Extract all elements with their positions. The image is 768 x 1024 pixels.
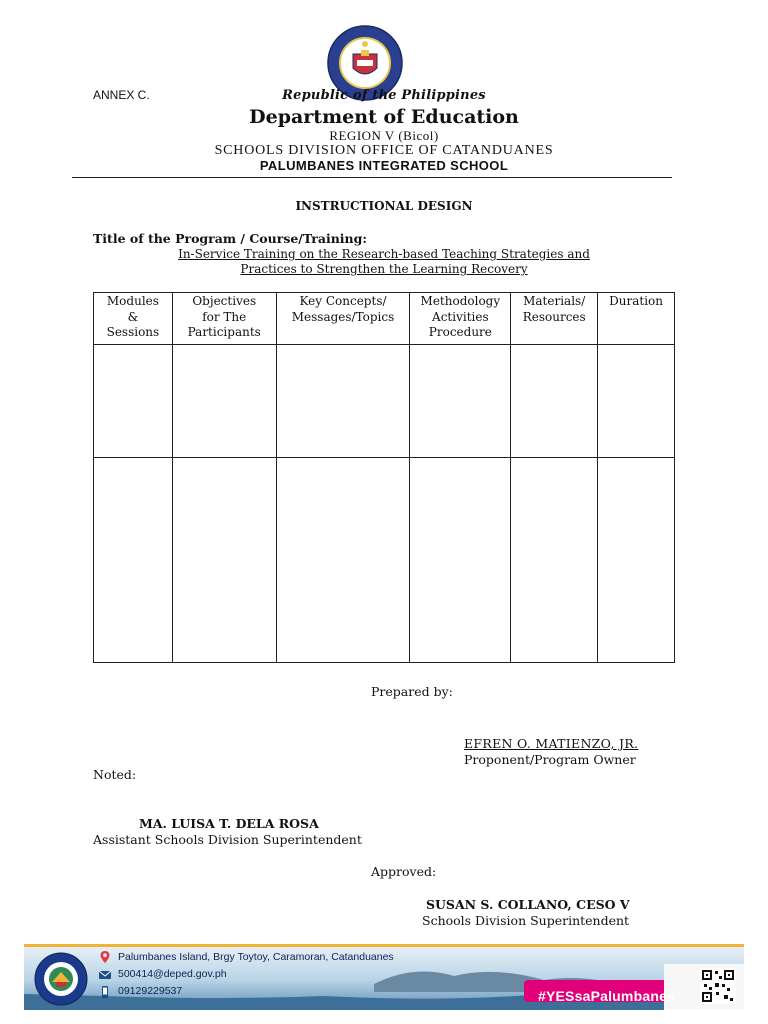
header-line: Procedure <box>428 325 492 339</box>
table-cell <box>276 458 410 663</box>
sds-name: SUSAN S. COLLANO, CESO V <box>426 897 630 912</box>
header-line: & <box>127 309 139 324</box>
table-row <box>94 345 675 458</box>
header-key-concepts <box>276 293 410 345</box>
header-objectives <box>172 293 276 345</box>
footer-address: Palumbanes Island, Brgy Toytoy, Caramoran, Catanduanes <box>118 951 394 963</box>
asds-name: MA. LUISA T. DELA ROSA <box>139 816 319 831</box>
header-modules-sessions <box>94 293 173 345</box>
header-line: Modules <box>106 294 159 308</box>
location-pin-icon <box>98 950 112 964</box>
header-line: Activities <box>432 309 489 324</box>
footer-phone: 09129229537 <box>118 985 183 997</box>
division-heading: SCHOOLS DIVISION OFFICE OF CATANDUANES <box>214 143 554 158</box>
email-icon <box>98 968 112 982</box>
header-line: Materials/ <box>523 294 586 308</box>
table-cell <box>410 345 511 458</box>
document-title: INSTRUCTIONAL DESIGN <box>295 199 473 213</box>
table-cell <box>410 458 511 663</box>
table-cell <box>511 458 598 663</box>
header-line: Duration <box>609 294 663 308</box>
header-materials <box>511 293 598 345</box>
header-line: Methodology <box>420 294 501 308</box>
table-cell <box>511 345 598 458</box>
footer-hashtag: #YESsaPalumbanes <box>538 988 676 1004</box>
region-heading: REGION V (Bicol) <box>329 128 439 143</box>
table-cell <box>94 345 173 458</box>
table-cell <box>598 458 675 663</box>
table-cell <box>276 345 410 458</box>
header-line: Participants <box>187 325 261 339</box>
table-row <box>94 458 675 663</box>
school-logo-icon <box>34 952 88 1006</box>
prepared-by-label: Prepared by: <box>371 684 453 699</box>
noted-label: Noted: <box>93 767 137 782</box>
header-divider <box>72 177 672 178</box>
header-methodology <box>410 293 511 345</box>
table-cell <box>172 345 276 458</box>
header-duration <box>598 293 675 345</box>
table-header-row <box>94 293 675 345</box>
republic-heading: Republic of the Philippines <box>282 88 486 103</box>
header-line: Sessions <box>106 325 160 339</box>
header-line: for The <box>202 309 247 324</box>
department-heading: Department of Education <box>249 106 519 128</box>
table-cell <box>172 458 276 663</box>
table-cell <box>598 345 675 458</box>
program-title-label: Title of the Program / Course/Training: <box>93 231 367 246</box>
header-line: Messages/Topics <box>291 309 395 324</box>
proponent-name: EFREN O. MATIENZO, JR. <box>464 736 639 751</box>
program-title-line-2: Practices to Strengthen the Learning Recovery <box>240 262 528 276</box>
table-cell <box>94 458 173 663</box>
header-line: Objectives <box>192 294 257 308</box>
annex-label: ANNEX C. <box>93 88 150 102</box>
header-line: Resources <box>522 309 586 324</box>
header-line: Key Concepts/ <box>299 294 387 308</box>
instructional-design-table <box>93 292 675 663</box>
qr-code-icon <box>700 968 736 1004</box>
school-heading: PALUMBANES INTEGRATED SCHOOL <box>259 158 509 173</box>
proponent-role: Proponent/Program Owner <box>464 752 636 767</box>
approved-label: Approved: <box>371 864 437 879</box>
phone-icon <box>98 985 112 999</box>
sds-role: Schools Division Superintendent <box>422 913 630 928</box>
asds-role: Assistant Schools Division Superintendent <box>93 832 362 847</box>
footer-email: 500414@deped.gov.ph <box>118 968 227 980</box>
program-title-line-1: In-Service Training on the Research-based Teaching Strategies and <box>178 247 590 261</box>
